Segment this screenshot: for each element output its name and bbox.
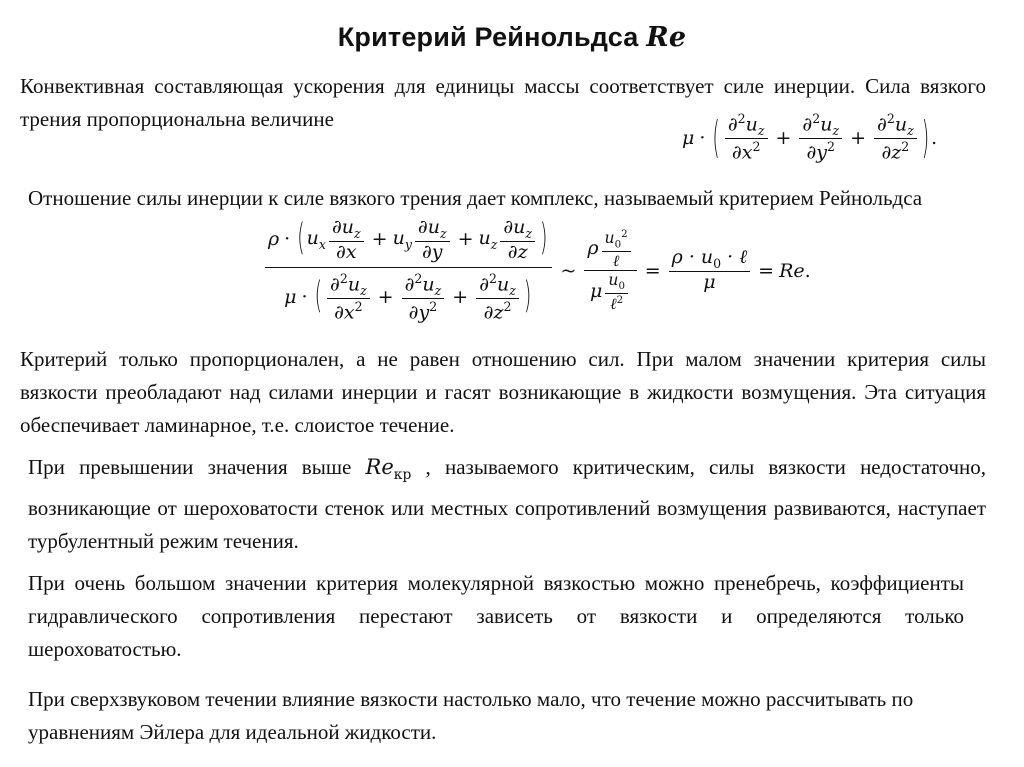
- paragraph-large-re: При очень большом значении критерия молекулярной вязкостью можно пренебречь, коэффициенты гидравлического сопротивления перестают зависеть от вязкости и определяются только шероховатостью.: [28, 571, 964, 661]
- critical-text-after: , называемого критическим, силы вязкости недостаточно, возникающие от шероховатости стенок или местных сопротивлений возмущения развиваются, наступает турбулентный режим течения.: [28, 455, 987, 554]
- paragraph-inertia: Конвективная составляющая ускорения для единицы массы соответствует силе инерции. Сила вязкого трения пропорциональна величине: [20, 74, 986, 131]
- paragraph-supersonic: При сверхзвуковом течении влияние вязкости настолько мало, что течение можно рассчитывать по уравнениям Эйлера для идеальной жидкости.: [28, 687, 914, 744]
- paragraph-ratio: Отношение силы инерции к силе вязкого трения дает комплекс, называемый критерием Рейнольдса: [28, 186, 923, 210]
- title-symbol: Re: [646, 22, 687, 53]
- paragraph-proportional: Критерий только пропорционален, а не равен отношению сил. При малом значении критерия силы вязкости преобладают над силами инерции и гасят возникающие в жидкости возмущения. Эта ситуация обеспечивает ламинарное, т.е. слоистое течение.: [20, 347, 986, 437]
- paragraph-critical: [28, 451, 986, 558]
- critical-re-subscript: кр: [393, 467, 412, 484]
- title-text: Критерий Рейнольдса: [337, 22, 639, 52]
- formula-reynolds: ρ · ( $u_x$ $\frac{\partial u_z}{\partial x}$ + $u_y$ $\frac{\partial u_z}{\partial y}$ + $u_z$ $\frac{\partial u_z}{\partial z}$ ) μ · ( $\frac{\partial^2u_z}{\partial x^2}$ + $\frac{\partial^2u_z}{\partial y^2}$ + $\frac{\partial^2u_z}{\partial z^2}$ ) ~ ρ $\frac{u_0^2}{\text{ℓ}}$ μ $\frac{u_0}{\ell^2}$ = $\frac{\rho \cdot u_0 \cdot \ell}{\mu}$ = Re .: [262, 218, 811, 323]
- slide-title: [0, 22, 1024, 53]
- critical-text-before: При превышении значения выше: [28, 455, 352, 479]
- critical-re-symbol: $Re_{кр}$: [365, 455, 412, 484]
- formula-viscous-term: μ · ( $\frac{\partial^2u_z}{\partial x^2}$ + $\frac{\partial^2u_z}{\partial y^2}$ + $\frac{\partial^2u_z}{\partial z^2}$ ) .: [682, 111, 938, 164]
